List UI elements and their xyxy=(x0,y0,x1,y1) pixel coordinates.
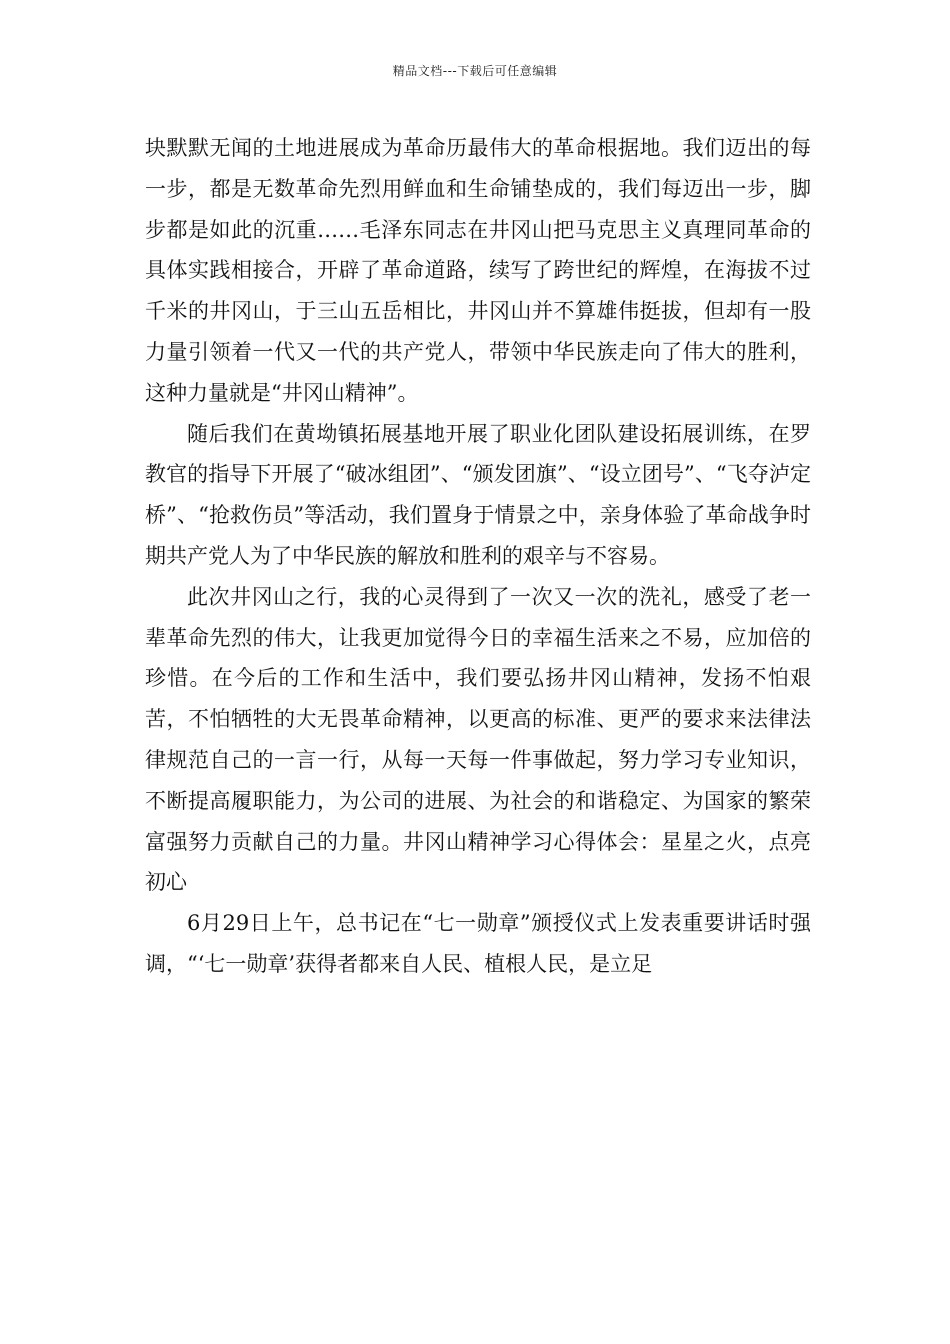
page-header: 精品文档---下载后可任意编辑 xyxy=(392,64,558,78)
paragraph-3: 此次井冈山之行，我的心灵得到了一次又一次的洗礼，感受了老一辈革命先烈的伟大，让我更加觉得今日的幸福生活来之不易，应加倍的珍惜。在今后的工作和生活中，我们要弘扬井冈山精神，发扬不怕艰苦，不怕牺牲的大无畏革命精神，以更高的标准、更严的要求来法律法律规范自己的一言一行，从每一天每一件事做起，努力学习专业知识，不断提高履职能力，为公司的进展、为社会的和谐稳定、为国家的繁荣富强努力贡献自己的力量。井冈山精神学习心得体会：星星之火，点亮初心 xyxy=(145,584,811,895)
document-body xyxy=(145,128,811,985)
paragraph-4: 6月29日上午，总书记在“七一勋章”颁授仪式上发表重要讲话时强调，“‘七一勋章’获得者都来自人民、植根人民，是立足 xyxy=(145,911,811,976)
paragraph-1: 块默默无闻的土地进展成为革命历最伟大的革命根据地。我们迈出的每一步，都是无数革命先烈用鲜血和生命铺垫成的，我们每迈出一步，脚步都是如此的沉重……毛泽东同志在井冈山把马克思主义真理同革命的具体实践相接合，开辟了革命道路，续写了跨世纪的辉煌，在海拔不过千米的井冈山，于三山五岳相比，井冈山并不算雄伟挺拔，但却有一股力量引领着一代又一代的共产党人，带领中华民族走向了伟大的胜利，这种力量就是“井冈山精神”。 xyxy=(145,136,811,405)
paragraph-2: 随后我们在黄坳镇拓展基地开展了职业化团队建设拓展训练，在罗教官的指导下开展了“破冰组团”、“颁发团旗”、“设立团号”、“飞夺泸定桥”、“抢救伤员”等活动，我们置身于情景之中，亲身体验了革命战争时期共产党人为了中华民族的解放和胜利的艰辛与不容易。 xyxy=(145,421,811,568)
